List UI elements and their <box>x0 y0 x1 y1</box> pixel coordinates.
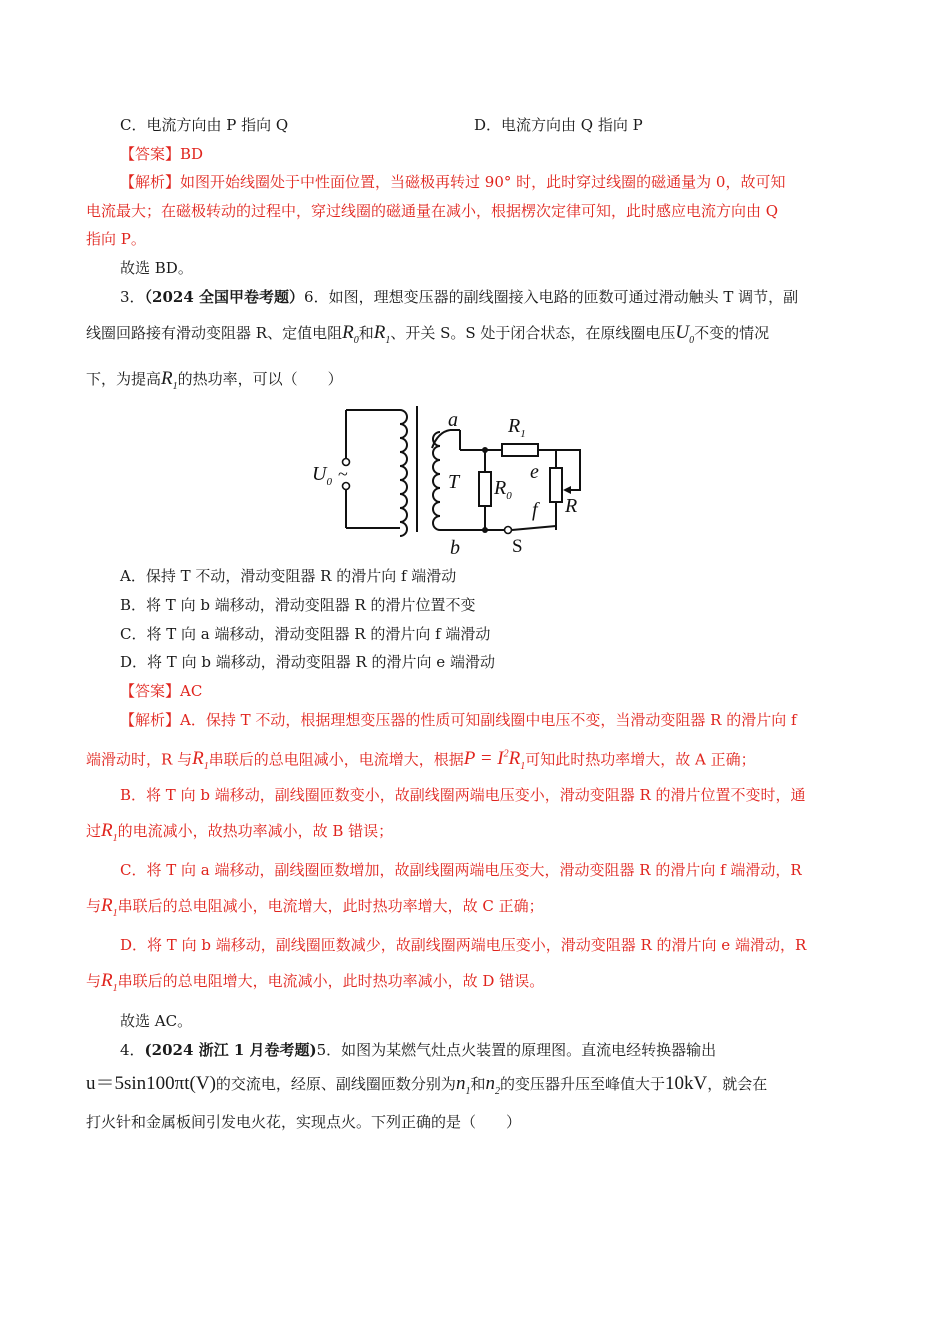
analysis-label: 【解析】 <box>120 711 181 729</box>
label-b: b <box>450 537 460 558</box>
transformer-circuit-figure <box>300 402 600 558</box>
analysis-text: 如图开始线圈处于中性面位置，当磁极再转过 90° 时，此时穿过线圈的磁通量为 0，故可知 <box>180 173 786 191</box>
formula-voltage: u＝5sin100πt(V) <box>86 1073 216 1094</box>
stem-text: 、开关 S。S 处于闭合状态，在原线圈电压 <box>390 324 676 342</box>
analysis-text: 电流最大；在磁极转动的过程中，穿过线圈的磁通量在减小，根据楞次定律可知，此时感应电流方向由 Q <box>86 202 779 220</box>
question-number: 3． <box>120 288 145 306</box>
peak-voltage: 10kV <box>664 1073 708 1094</box>
stem-text: 不变的情况 <box>694 324 770 342</box>
option-b: B．将 T 向 b 端移动，滑动变阻器 R 的滑片位置不变 <box>120 596 476 614</box>
question-3-stem <box>86 322 769 352</box>
question-4-stem: u＝5sin100πt(V)的交流电，经原、副线圈匝数分别为$n_1$和$n_2$的变压器升压至峰值大于10kV，就会在 <box>86 1073 768 1097</box>
answer-line <box>120 143 203 165</box>
option-a: A．保持 T 不动，滑动变阻器 R 的滑片向 f 端滑动 <box>120 567 457 585</box>
question-4-stem <box>120 1039 716 1061</box>
analysis-text: 与$R_1$串联后的总电阻减小，电流增大，此时热功率增大，故 C 正确； <box>86 895 544 919</box>
answer-line <box>120 680 202 702</box>
option-c: C．将 T 向 a 端移动，滑动变阻器 R 的滑片向 f 端滑动 <box>120 625 491 643</box>
answer-value: BD <box>180 145 204 163</box>
conclusion: 故选 AC。 <box>120 1012 193 1030</box>
conclusion: 故选 BD。 <box>120 259 193 277</box>
stem-text: 和 <box>358 324 374 342</box>
label-r0: $R_0$ <box>494 477 512 502</box>
formula-power: $P = I^2R_1$ <box>463 748 526 773</box>
stem-text: 5．如图为某燃气灶点火装置的原理图。直流电经转换器输出 <box>316 1041 717 1059</box>
analysis-line <box>120 171 785 193</box>
answer-label: 【答案】 <box>120 682 181 700</box>
label-e: e <box>530 461 539 483</box>
analysis-text: 与$R_1$串联后的总电阻增大，电流减小，此时热功率减小，故 D 错误。 <box>86 970 545 994</box>
label-r1: $R_1$ <box>508 415 526 440</box>
option-d: D．电流方向由 Q 指向 P <box>474 116 643 134</box>
option-d: D．将 T 向 b 端移动，滑动变阻器 R 的滑片向 e 端滑动 <box>120 653 495 671</box>
symbol-r1: $R_1$ <box>101 895 118 919</box>
stem-text: 下，为提高 <box>86 370 162 388</box>
label-ac-source: ~ <box>338 464 348 484</box>
symbol-r0: $R_0$ <box>342 322 359 346</box>
question-3-stem <box>86 368 343 398</box>
analysis-label: 【解析】 <box>120 173 181 191</box>
question-number: 4． <box>120 1041 145 1059</box>
analysis-text: 过$R_1$的电流减小，故热功率减小，故 B 错误； <box>86 820 394 844</box>
question-3-stem <box>120 286 798 308</box>
label-a: a <box>448 409 458 431</box>
symbol-r1: $R_1$ <box>192 748 209 773</box>
symbol-n1: $n_1$ <box>455 1073 471 1097</box>
question-source: (2024 浙江 1 月卷考题) <box>144 1041 317 1059</box>
answer-value: AC <box>180 682 203 700</box>
label-r: R <box>565 495 578 517</box>
symbol-r1: $R_1$ <box>373 322 391 346</box>
symbol-n2: $n_2$ <box>485 1073 500 1097</box>
stem-text: 线圈回路接有滑动变阻器 R、定值电阻 <box>86 324 343 342</box>
label-f: f <box>532 499 538 521</box>
analysis-text: 指向 P。 <box>86 230 146 248</box>
answer-label: 【答案】 <box>120 145 181 163</box>
option-c: C．电流方向由 P 指向 Q <box>120 116 289 134</box>
label-t: T <box>448 471 460 493</box>
analysis-text: C．将 T 向 a 端移动，副线圈匝数增加，故副线圈两端电压变大，滑动变阻器 R 的滑片向 f 端滑动，R <box>120 861 802 879</box>
analysis-text: D．将 T 向 b 端移动，副线圈匝数减少，故副线圈两端电压变小，滑动变阻器 R 的滑片向 e 端滑动，R <box>120 936 807 954</box>
symbol-u0: $U_0$ <box>675 322 695 346</box>
stem-text: 的热功率，可以（ ） <box>177 370 343 388</box>
question-source: （2024 全国甲卷考题） <box>144 288 305 306</box>
symbol-r1: $R_1$ <box>161 368 178 392</box>
analysis-text: A．保持 T 不动，根据理想变压器的性质可知副线圈中电压不变，当滑动变阻器 R 的滑片向 f <box>180 711 797 729</box>
label-u0: $U_0$ <box>312 463 332 488</box>
symbol-r1: $R_1$ <box>101 820 118 844</box>
analysis-text: B．将 T 向 b 端移动，副线圈匝数变小，故副线圈两端电压变小，滑动变阻器 R 的滑片位置不变时，通 <box>120 786 806 804</box>
stem-text: 6．如图，理想变压器的副线圈接入电路的匝数可通过滑动触头 T 调节，副 <box>304 288 799 306</box>
question-4-stem: 打火针和金属板间引发电火花，实现点火。下列正确的是（ ） <box>86 1113 522 1131</box>
analysis-text: 端滑动时，R 与$R_1$串联后的总电阻减小，电流增大，根据$P = I^2R_1$可知此时热功率增大，故 A 正确； <box>86 748 756 773</box>
label-s: S <box>512 536 523 557</box>
analysis-line <box>120 709 797 731</box>
symbol-r1: $R_1$ <box>101 970 118 994</box>
